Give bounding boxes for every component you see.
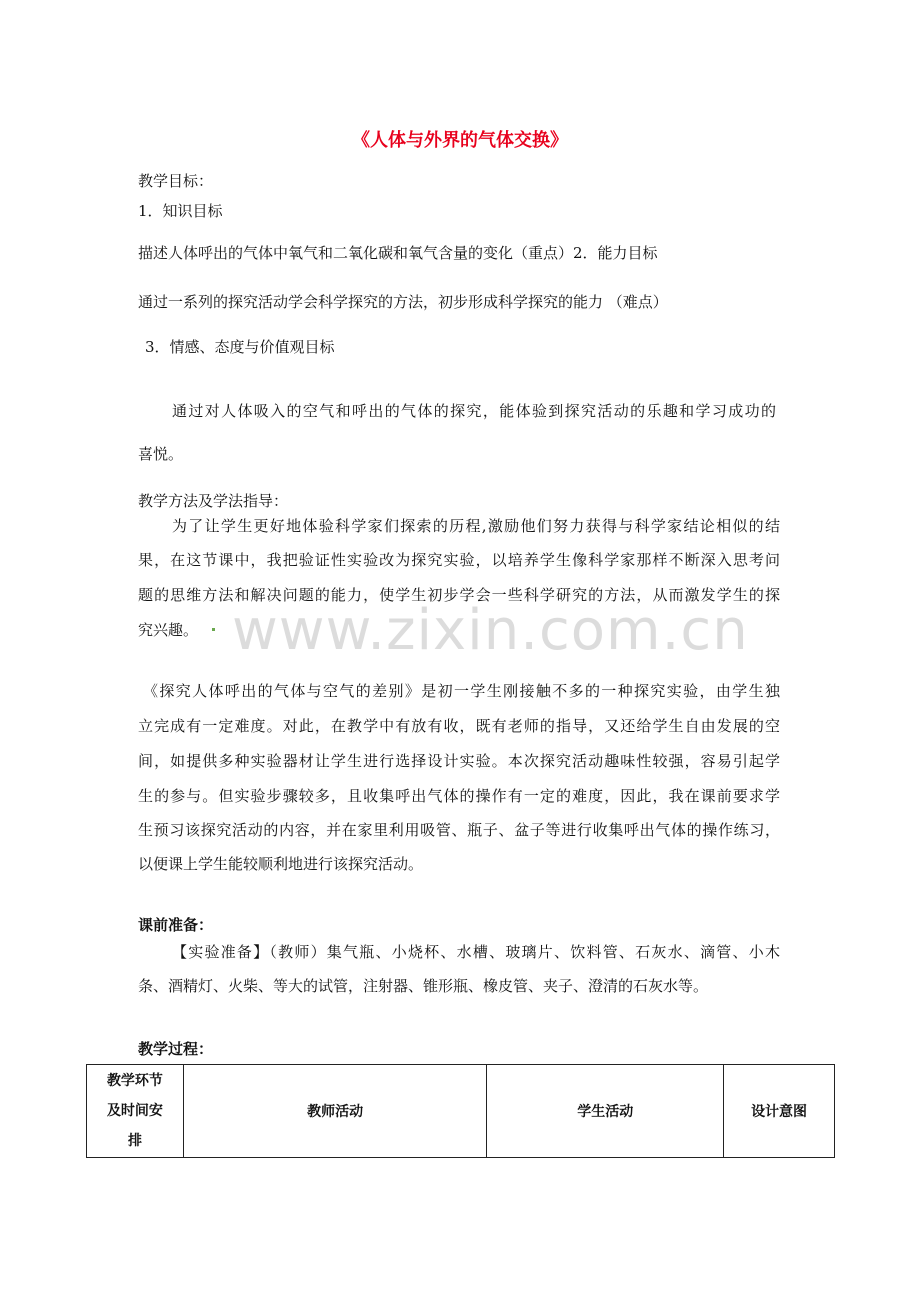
document-title: 《人体与外界的气体交换》: [352, 130, 568, 151]
methods-heading: 教学方法及学法指导：: [138, 492, 289, 510]
methods-text-line: 为了让学生更好地体验科学家们探索的历程,激励他们努力获得与科学家结论相似的结: [172, 517, 780, 535]
header-cell-teacher: 教师活动: [183, 1065, 487, 1158]
analysis-text-line: 生的参与。但实验步骤较多，且收集呼出气体的操作有一定的难度，因此，我在课前要求学: [138, 787, 780, 805]
objective-3-text-line: 通过对人体吸入的空气和呼出的气体的探究，能体验到探究活动的乐趣和学习成功的: [172, 402, 776, 420]
methods-text-line: 题的思维方法和解决问题的能力，使学生初步学会一些科学研究的方法，从而激发学生的探: [138, 586, 780, 604]
analysis-text-line: 间，如提供多种实验器材让学生进行选择设计实验。本次探究活动趣味性较强，容易引起学: [138, 752, 780, 770]
table-header-row: [87, 1065, 835, 1158]
objectives-heading: 教学目标：: [138, 172, 214, 190]
objective-2-text: 通过一系列的探究活动学会科学探究的方法，初步形成科学探究的能力 （难点）: [138, 293, 668, 311]
analysis-text-line: 立完成有一定难度。对此，在教学中有放有收，既有老师的指导，又还给学生自由发展的空: [138, 717, 780, 735]
prep-text-line: 【实验准备】（教师）集气瓶、小烧杯、水槽、玻璃片、饮料管、石灰水、滴管、小木: [172, 943, 780, 961]
prep-heading: 课前准备：: [138, 916, 214, 934]
methods-text-line: 果，在这节课中，我把验证性实验改为探究实验，以培养学生像科学家那样不断深入思考问: [138, 551, 780, 569]
analysis-text-line: 生预习该探究活动的内容，并在家里利用吸管、瓶子、盆子等进行收集呼出气体的操作练习，: [138, 821, 780, 839]
analysis-text-line: 《探究人体呼出的气体与空气的差别》是初一学生刚接触不多的一种探究实验，由学生独: [143, 682, 780, 700]
header-cell-line: 排: [127, 1133, 142, 1149]
objective-3-text-line: 喜悦。: [138, 445, 184, 463]
objective-1-text: 描述人体呼出的气体中氧气和二氧化碳和氧气含量的变化（重点）2．能力目标: [138, 244, 658, 262]
prep-text-line: 条、酒精灯、火柴、等大的试管，注射器、锥形瓶、橡皮管、夹子、澄清的石灰水等。: [138, 977, 709, 995]
methods-text-line: 究兴趣。: [138, 621, 199, 639]
process-table: [86, 1064, 835, 1158]
header-cell-stage: [87, 1065, 184, 1158]
objective-1-heading: 1．知识目标: [138, 202, 223, 220]
header-cell-student: 学生活动: [487, 1065, 724, 1158]
analysis-text-line: 以便课上学生能较顺利地进行该探究活动。: [138, 855, 424, 873]
watermark-dot: [212, 628, 215, 631]
header-cell-intent: 设计意图: [724, 1065, 835, 1158]
watermark: www.zixin.com.cn: [232, 598, 749, 663]
header-cell-line: 及时间安: [106, 1103, 163, 1119]
objective-3-heading: 3．情感、态度与价值观目标: [145, 338, 335, 356]
header-cell-line: 教学环节: [106, 1073, 163, 1089]
process-heading: 教学过程：: [138, 1040, 214, 1058]
